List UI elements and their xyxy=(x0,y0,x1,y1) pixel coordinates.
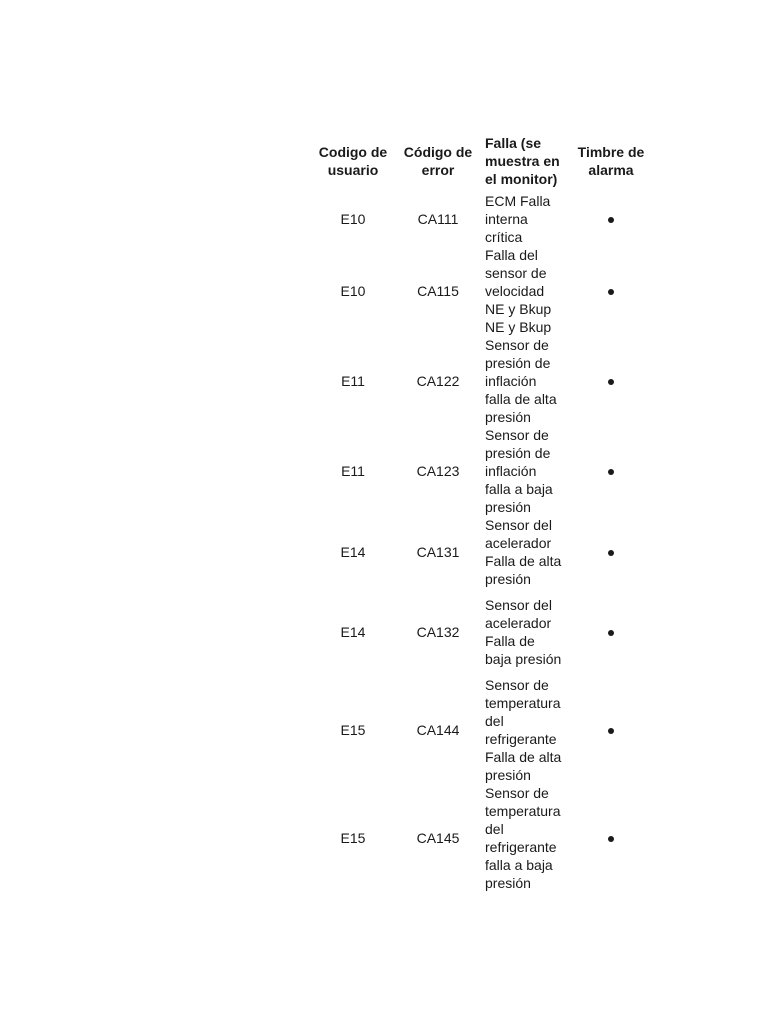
fault-line: del xyxy=(485,821,504,837)
cell-user-code: E10 xyxy=(340,283,366,299)
fault-line: Falla de alta xyxy=(485,553,562,569)
fault-line: presión de xyxy=(485,445,551,461)
fault-line: presión xyxy=(485,767,531,783)
header-fault: Falla (se muestra en el monitor) xyxy=(485,135,560,187)
cell-error-code: CA122 xyxy=(416,373,460,389)
fault-line: presión xyxy=(485,571,531,587)
table-row xyxy=(312,588,654,676)
cell-alarm xyxy=(568,426,654,516)
fault-line: NE y Bkup xyxy=(485,301,552,317)
table-row xyxy=(312,192,654,246)
fault-line: Falla de xyxy=(485,633,535,649)
cell-alarm xyxy=(568,516,654,588)
fault-line: Sensor de xyxy=(485,427,549,443)
fault-line: presión xyxy=(485,875,531,891)
cell-fault-description xyxy=(482,588,568,676)
fault-line: temperatura xyxy=(485,695,561,711)
fault-line: crítica xyxy=(485,229,523,245)
table-row xyxy=(312,516,654,588)
fault-line: refrigerante xyxy=(485,731,557,747)
fault-line: falla a baja xyxy=(485,857,553,873)
table-header-row xyxy=(312,134,654,192)
cell-alarm xyxy=(568,246,654,336)
fault-line: acelerador xyxy=(485,615,552,631)
alarm-bullet-icon xyxy=(608,728,614,734)
table-row xyxy=(312,784,654,892)
error-code-table xyxy=(312,134,654,892)
fault-line: interna xyxy=(485,211,528,227)
fault-line: presión xyxy=(485,409,531,425)
alarm-bullet-icon xyxy=(608,836,614,842)
fault-line: ECM Falla xyxy=(485,193,551,209)
cell-user-code: E14 xyxy=(340,624,366,640)
cell-user-code: E11 xyxy=(341,373,365,389)
cell-user-code: E10 xyxy=(340,211,366,227)
fault-line: velocidad xyxy=(485,283,545,299)
fault-line: Sensor del xyxy=(485,517,552,533)
fault-line: Falla del xyxy=(485,247,538,263)
cell-fault-description xyxy=(482,426,568,516)
table-row xyxy=(312,246,654,336)
cell-alarm xyxy=(568,336,654,426)
alarm-bullet-icon xyxy=(608,217,614,223)
fault-line: Sensor de xyxy=(485,677,549,693)
fault-line: refrigerante xyxy=(485,839,557,855)
fault-line: inflación xyxy=(485,373,537,389)
cell-fault-description xyxy=(482,784,568,892)
cell-alarm xyxy=(568,784,654,892)
table-body xyxy=(312,192,654,892)
cell-error-code: CA111 xyxy=(417,211,459,227)
fault-line: inflación xyxy=(485,463,537,479)
cell-fault-description xyxy=(482,246,568,336)
fault-line: sensor de xyxy=(485,265,547,281)
fault-line: acelerador xyxy=(485,535,552,551)
header-alarm: Timbre de alarma xyxy=(577,144,645,178)
fault-line: Falla de alta xyxy=(485,749,562,765)
cell-user-code: E15 xyxy=(340,722,366,738)
cell-error-code: CA132 xyxy=(416,624,460,640)
alarm-bullet-icon xyxy=(608,379,614,385)
cell-user-code: E14 xyxy=(340,544,366,560)
cell-error-code: CA123 xyxy=(416,463,460,479)
alarm-bullet-icon xyxy=(608,550,614,556)
cell-error-code: CA145 xyxy=(416,830,460,846)
cell-error-code: CA131 xyxy=(416,544,460,560)
fault-line: presión xyxy=(485,499,531,515)
cell-error-code: CA144 xyxy=(416,722,460,738)
fault-line: del xyxy=(485,713,504,729)
cell-alarm xyxy=(568,588,654,676)
fault-line: NE y Bkup xyxy=(485,319,552,335)
fault-line: falla de alta xyxy=(485,391,557,407)
cell-fault-description xyxy=(482,676,568,784)
fault-line: Sensor del xyxy=(485,597,552,613)
cell-fault-description xyxy=(482,516,568,588)
fault-line: presión de xyxy=(485,355,551,371)
alarm-bullet-icon xyxy=(608,289,614,295)
cell-alarm xyxy=(568,192,654,246)
fault-line: Sensor de xyxy=(485,785,549,801)
fault-line: Sensor de xyxy=(485,337,549,353)
cell-user-code: E15 xyxy=(340,830,366,846)
cell-error-code: CA115 xyxy=(417,283,459,299)
cell-user-code: E11 xyxy=(341,463,365,479)
fault-line: temperatura xyxy=(485,803,561,819)
cell-fault-description xyxy=(482,192,568,246)
fault-line: falla a baja xyxy=(485,481,553,497)
table-row xyxy=(312,336,654,426)
header-error-code: Código de error xyxy=(403,144,473,178)
table-row xyxy=(312,426,654,516)
header-user-code: Codigo de usuario xyxy=(318,144,388,178)
alarm-bullet-icon xyxy=(608,469,614,475)
table-row xyxy=(312,676,654,784)
alarm-bullet-icon xyxy=(608,630,614,636)
fault-line: baja presión xyxy=(485,651,562,667)
cell-fault-description xyxy=(482,336,568,426)
cell-alarm xyxy=(568,676,654,784)
